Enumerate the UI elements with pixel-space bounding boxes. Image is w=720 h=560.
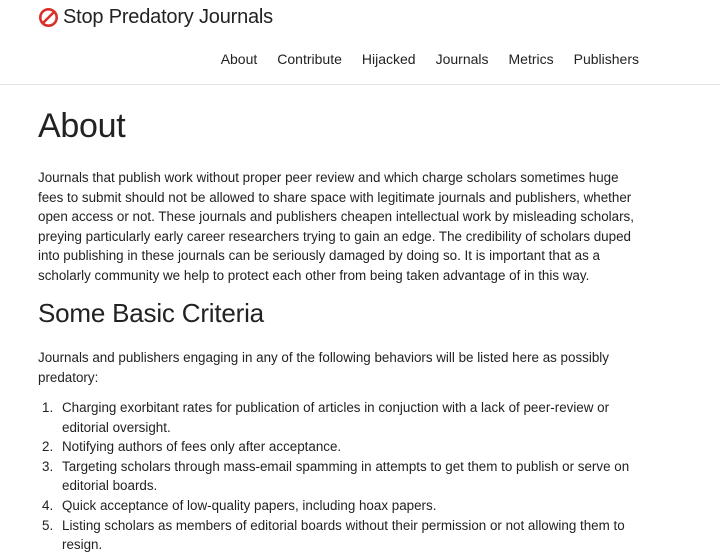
main-nav <box>221 51 639 67</box>
criteria-item <box>38 516 640 555</box>
criteria-text: Listing scholars as members of editorial boards without their permission or not allowing them to resign. <box>62 517 625 553</box>
section-title: Some Basic Criteria <box>38 298 264 328</box>
criteria-text: Targeting scholars through mass-email spamming in attempts to get them to publish or serve on editorial boards. <box>62 458 630 494</box>
nav-item-publishers[interactable]: Publishers <box>573 51 639 67</box>
criteria-text: Charging exorbitant rates for publication of articles in conjuction with a lack of peer-review or editorial oversight. <box>62 400 610 435</box>
criteria-number: 4. <box>42 497 54 513</box>
nav-item-metrics[interactable]: Metrics <box>508 51 554 67</box>
brand-link[interactable] <box>38 4 273 30</box>
intro-paragraph: Journals that publish work without proper peer review and which charge scholars sometimes huge fees to submit should not be allowed to share space with legitimate journals and publishers, whether open access or not. These journals and publishers cheapen intellectual work by misleading scholars, preying particularly early career researchers trying to gain an edge. The credibility of scholars duped into publishing in these journals can be seriously damaged by doing so. It is important that as a scholarly community we help to protect each other from being taken advantage of in this way. <box>38 170 634 283</box>
criteria-number: 5. <box>42 517 54 533</box>
criteria-list <box>38 398 640 555</box>
criteria-number: 3. <box>42 458 54 474</box>
criteria-item <box>38 457 640 496</box>
criteria-text: Quick acceptance of low-quality papers, including hoax papers. <box>62 497 437 513</box>
nav-item-about[interactable]: About <box>220 51 258 67</box>
page-title: About <box>38 107 126 145</box>
nav-item-journals[interactable]: Journals <box>435 51 489 67</box>
site-header <box>0 0 720 85</box>
prohibited-icon <box>38 7 59 28</box>
criteria-number: 1. <box>42 400 54 415</box>
criteria-lead: Journals and publishers engaging in any of the following behaviors will be listed here as possibly predatory: <box>38 350 609 385</box>
criteria-number: 2. <box>42 439 54 455</box>
nav-item-contribute[interactable]: Contribute <box>277 51 342 67</box>
criteria-item <box>38 437 640 457</box>
brand-name: Stop Predatory Journals <box>63 5 273 28</box>
criteria-item <box>38 398 640 437</box>
criteria-item <box>38 496 640 516</box>
nav-item-hijacked[interactable]: Hijacked <box>361 51 416 67</box>
criteria-text: Notifying authors of fees only after acceptance. <box>62 439 342 455</box>
